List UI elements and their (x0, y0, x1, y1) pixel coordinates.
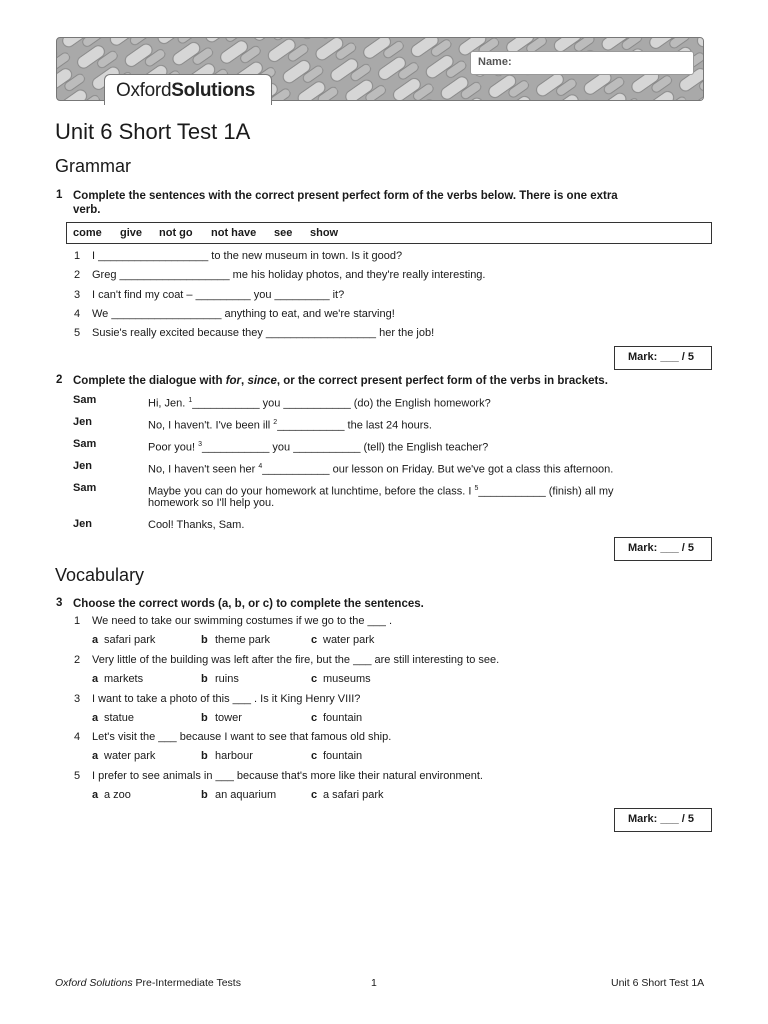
q3-item-text: Let's visit the ___ because I want to see that famous old ship. (92, 731, 392, 743)
dialogue-text: No, I haven't. I've been ill (148, 419, 274, 432)
option-letter: c (311, 712, 318, 724)
q3-item-number: 2 (74, 654, 81, 666)
gap-number: 5 (474, 485, 479, 492)
dialogue-text: ___________ (finish) all my (478, 485, 614, 498)
q1-item-number: 5 (74, 327, 81, 339)
dialogue-speaker: Jen (73, 416, 92, 428)
q1-item-text: We __________________ anything to eat, and we're starving! (92, 308, 395, 320)
q3-item-text: I prefer to see animals in ___ because that's more like their natural environment. (92, 770, 483, 782)
option-letter: c (311, 634, 318, 646)
q2-mark: Mark: ___ / 5 (628, 542, 695, 554)
option-c[interactable]: fountain (323, 750, 363, 762)
footer-brand: Oxford Solutions (55, 977, 133, 989)
dialogue-text: No, I haven't seen her (148, 463, 259, 476)
q3-mark: Mark: ___ / 5 (628, 813, 695, 825)
dialogue-text: Maybe you can do your homework at lunchtime, before the class. I (148, 485, 475, 498)
q2-mark-box (614, 537, 712, 561)
q3-item-text: Very little of the building was left after the fire, but the ___ are still interesting to see. (92, 654, 500, 666)
dialogue-line (148, 416, 432, 433)
q2-instruction (73, 374, 608, 388)
page-number: 1 (371, 977, 377, 989)
option-letter: b (201, 673, 208, 685)
q1-item-text: I __________________ to the new museum in town. Is it good? (92, 250, 403, 262)
option-letter: a (92, 712, 99, 724)
option-c[interactable]: museums (323, 673, 371, 685)
section-vocabulary: Vocabulary (55, 565, 145, 585)
footer-subtitle: Pre-Intermediate Tests (132, 977, 241, 989)
q1-number: 1 (56, 189, 63, 201)
word-show: show (310, 227, 339, 239)
option-letter: b (201, 634, 208, 646)
footer-right: Unit 6 Short Test 1A (611, 977, 705, 989)
q2-instruction-a: Complete the dialogue with (73, 375, 226, 387)
option-letter: b (201, 712, 208, 724)
page-title: Unit 6 Short Test 1A (55, 119, 251, 144)
option-letter: c (311, 750, 318, 762)
option-letter: a (92, 750, 99, 762)
q1-item-number: 1 (74, 250, 81, 262)
option-letter: a (92, 634, 99, 646)
q2-instruction-since: since (247, 375, 277, 387)
option-letter: a (92, 673, 99, 685)
gap-number: 2 (273, 419, 278, 426)
gap-number: 3 (198, 441, 203, 448)
gap-number: 4 (258, 463, 263, 470)
dialogue-text: Cool! Thanks, Sam. (148, 519, 245, 531)
q3-item-number: 1 (74, 615, 81, 627)
q1-item-number: 2 (74, 269, 81, 281)
dialogue-text: Hi, Jen. (148, 397, 189, 410)
q3-item-number: 3 (74, 693, 81, 705)
dialogue-line (148, 438, 488, 455)
option-letter: b (201, 750, 208, 762)
dialogue-speaker: Jen (73, 518, 92, 530)
option-c[interactable]: a safari park (323, 789, 384, 801)
dialogue-text: homework so I'll help you. (148, 497, 275, 509)
q1-item-number: 3 (74, 289, 81, 301)
q1-instruction-1: Complete the sentences with the correct present perfect form of the verbs below. There is one extra (73, 190, 618, 202)
q3-item-number: 5 (74, 770, 81, 782)
option-letter: c (311, 789, 318, 801)
word-come: come (73, 227, 102, 239)
q3-item-number: 4 (74, 731, 81, 743)
option-a[interactable]: markets (104, 673, 144, 685)
q3-number: 3 (56, 597, 63, 609)
option-b[interactable]: an aquarium (215, 789, 277, 801)
option-a[interactable]: a zoo (104, 789, 131, 801)
brand-bold: Solutions (171, 80, 256, 101)
dialogue-line (148, 460, 613, 477)
option-a[interactable]: safari park (104, 634, 156, 646)
q3-item-text: We need to take our swimming costumes if we go to the ___ . (92, 615, 393, 627)
q1-item-text: Greg __________________ me his holiday photos, and they're really interesting. (92, 269, 486, 281)
q2-instruction-for: for (225, 375, 242, 387)
section-grammar: Grammar (55, 156, 131, 176)
option-letter: a (92, 789, 99, 801)
dialogue-text: ___________ the last 24 hours. (277, 419, 432, 432)
word-not-have: not have (211, 227, 257, 239)
q1-item-number: 4 (74, 308, 81, 320)
option-letter: c (311, 673, 318, 685)
option-a[interactable]: water park (104, 750, 156, 762)
gap-number: 1 (188, 397, 193, 404)
dialogue-text: ___________ you ___________ (tell) the English teacher? (202, 441, 489, 454)
brand-logo (116, 80, 255, 102)
dialogue-text: ___________ our lesson on Friday. But we've got a class this afternoon. (262, 463, 614, 476)
word-not-go: not go (159, 227, 193, 239)
brand-regular: Oxford (116, 80, 172, 101)
q3-item-text: I want to take a photo of this ___ . Is it King Henry VIII? (92, 693, 361, 705)
option-b[interactable]: ruins (215, 673, 239, 685)
option-a[interactable]: statue (104, 712, 134, 724)
name-label: Name: (478, 56, 512, 68)
option-c[interactable]: fountain (323, 712, 363, 724)
option-b[interactable]: harbour (215, 750, 253, 762)
option-letter: b (201, 789, 208, 801)
q2-instruction-b: , or the correct present perfect form of the verbs in brackets. (276, 375, 608, 387)
dialogue-line (148, 394, 491, 411)
word-give: give (120, 227, 143, 239)
dialogue-text: ___________ you ___________ (do) the English homework? (192, 397, 491, 410)
option-b[interactable]: tower (215, 712, 242, 724)
option-c[interactable]: water park (323, 634, 375, 646)
q3-mark-box (614, 808, 712, 832)
dialogue-speaker: Sam (73, 394, 97, 406)
q1-instruction-2: verb. (73, 204, 101, 216)
option-b[interactable]: theme park (215, 634, 271, 646)
word-see: see (274, 227, 293, 239)
dialogue-text: Poor you! (148, 441, 199, 454)
dialogue-speaker: Jen (73, 460, 92, 472)
q3-instruction: Choose the correct words (a, b, or c) to complete the sentences. (73, 598, 424, 610)
q1-mark-box (614, 346, 712, 370)
dialogue-speaker: Sam (73, 482, 97, 494)
q1-mark: Mark: ___ / 5 (628, 351, 695, 363)
q1-item-text: I can't find my coat – _________ you _________ it? (92, 289, 345, 301)
q2-instruction-comma: , (241, 375, 248, 387)
dialogue-speaker: Sam (73, 438, 97, 450)
q1-item-text: Susie's really excited because they __________________ her the job! (92, 327, 435, 339)
footer-left (55, 977, 241, 989)
q2-number: 2 (56, 374, 63, 386)
